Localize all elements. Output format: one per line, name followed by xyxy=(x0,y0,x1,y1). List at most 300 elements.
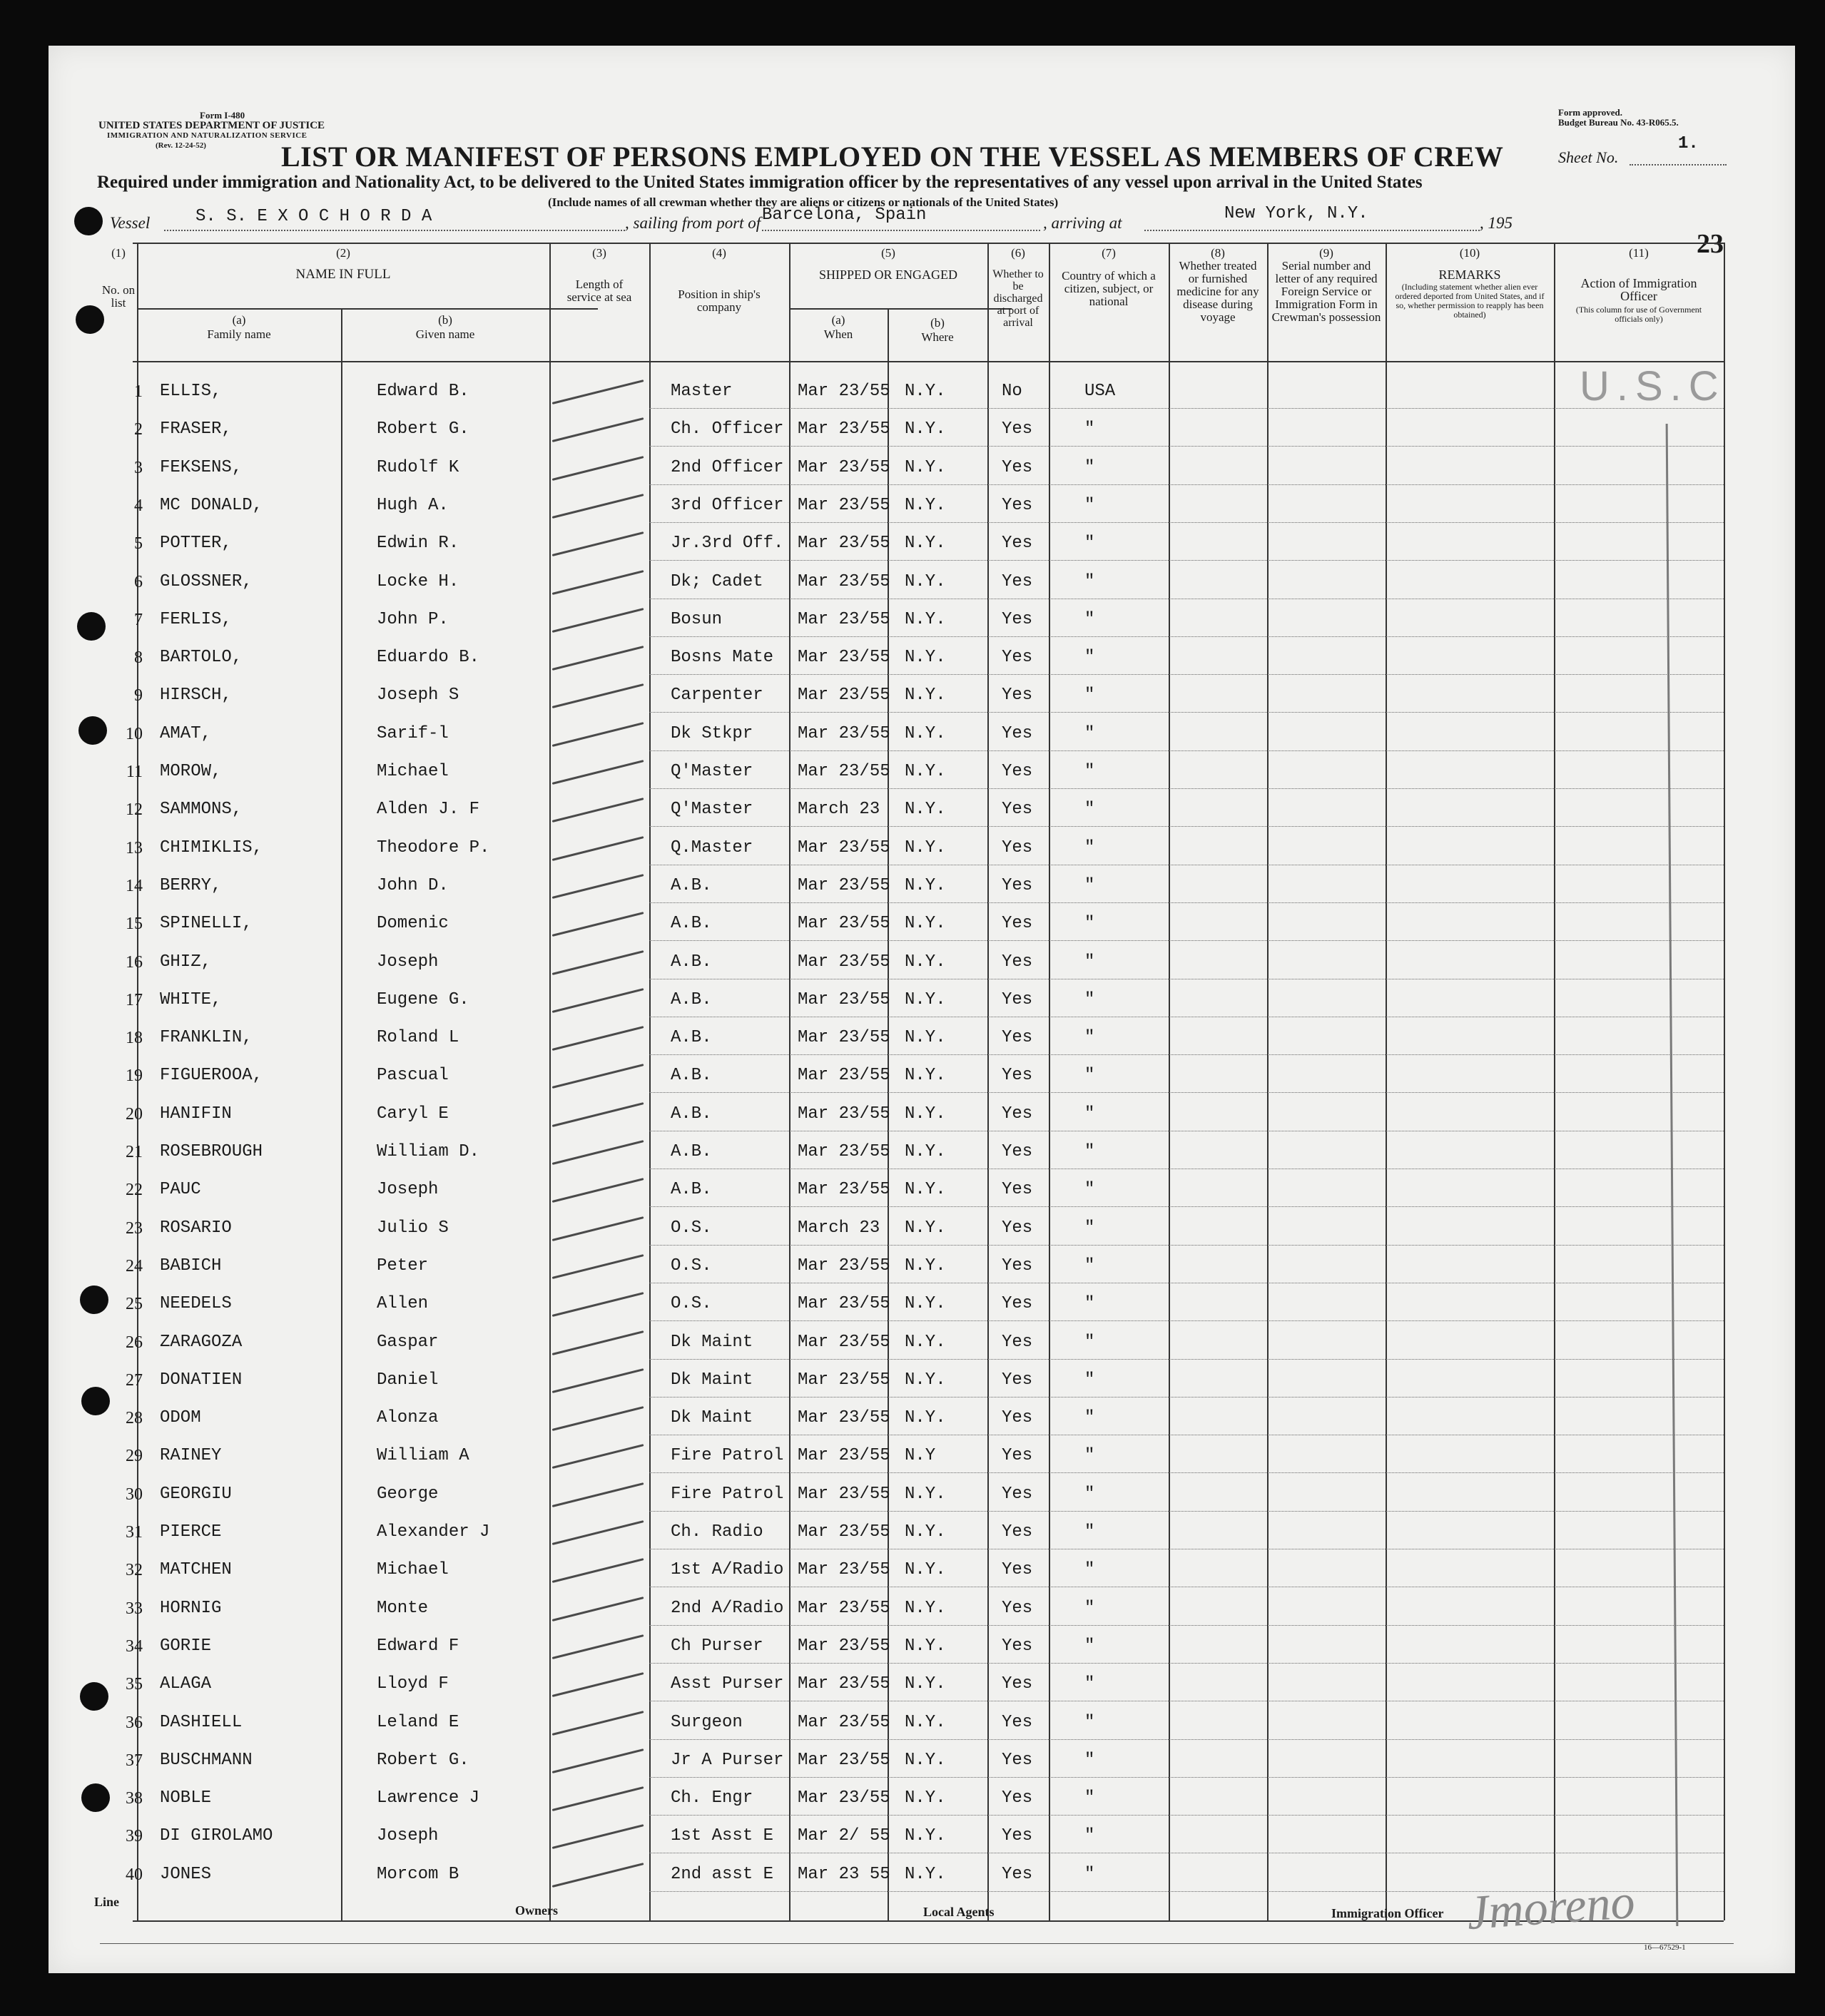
cell-country: " xyxy=(1084,914,1095,934)
cell-where: N.Y. xyxy=(905,1256,946,1276)
cell-family: BABICH xyxy=(160,1256,222,1276)
cell-family: DI GIROLAMO xyxy=(160,1826,273,1846)
cell-no: 2 xyxy=(134,420,143,439)
cell-given: Morcom B xyxy=(377,1864,459,1884)
cell-family: POTTER, xyxy=(160,534,232,554)
col5a-header: When xyxy=(823,327,853,341)
row-rule xyxy=(649,1511,1724,1512)
port-underline xyxy=(762,230,1040,231)
sheet-underline xyxy=(1630,164,1727,166)
cell-when: Mar 23/55 xyxy=(798,914,890,934)
col5b-label: (b) xyxy=(930,316,945,330)
cell-no: 31 xyxy=(126,1523,143,1542)
cell-family: FERLIS, xyxy=(160,609,232,629)
cell-when: Mar 23/55 xyxy=(798,1066,890,1086)
cell-no: 5 xyxy=(134,534,143,554)
vessel-underline xyxy=(164,230,625,231)
row-rule xyxy=(649,940,1724,941)
cell-given: Edward F xyxy=(377,1636,459,1656)
check-mark xyxy=(552,1368,644,1393)
cell-no: 7 xyxy=(134,610,143,629)
col-border xyxy=(549,243,551,1920)
cell-country: " xyxy=(1084,1598,1095,1618)
cell-family: WHITE, xyxy=(160,989,222,1009)
cell-no: 11 xyxy=(126,763,143,781)
cell-discharged: Yes xyxy=(1002,914,1033,934)
cell-no: 20 xyxy=(126,1104,143,1124)
cell-when: Mar 23/55 xyxy=(798,1522,890,1542)
subtitle: Required under immigration and Nationality Act, to be delivered to the United States immigration officer by the representatives of any vessel upon arrival in the United States xyxy=(97,173,1423,192)
cell-no: 24 xyxy=(126,1256,143,1276)
cell-no: 10 xyxy=(126,724,143,743)
cell-family: FIGUEROOA, xyxy=(160,1066,263,1086)
cell-discharged: Yes xyxy=(1002,800,1033,820)
check-mark xyxy=(552,1064,644,1089)
cell-no: 23 xyxy=(126,1218,143,1238)
row-rule xyxy=(649,484,1724,485)
cell-country: " xyxy=(1084,609,1095,629)
cell-position: Q'Master xyxy=(671,762,753,781)
cell-where: N.Y. xyxy=(905,419,946,439)
check-mark xyxy=(552,684,644,709)
cell-given: Daniel xyxy=(377,1370,439,1390)
cell-discharged: Yes xyxy=(1002,648,1033,668)
cell-no: 18 xyxy=(126,1029,143,1048)
col11-note: (This column for use of Government officials only) xyxy=(1575,305,1702,324)
cell-discharged: Yes xyxy=(1002,1826,1033,1846)
col-border xyxy=(341,308,342,1920)
col2-number: (2) xyxy=(336,246,350,260)
cell-discharged: Yes xyxy=(1002,1408,1033,1428)
row-rule xyxy=(649,1472,1724,1473)
cell-given: Locke H. xyxy=(377,571,459,591)
cell-when: Mar 23/55 xyxy=(798,495,890,515)
cell-country: " xyxy=(1084,457,1095,477)
cell-no: 30 xyxy=(126,1485,143,1504)
cell-discharged: Yes xyxy=(1002,838,1033,857)
cell-no: 21 xyxy=(126,1143,143,1161)
col1-number: (1) xyxy=(111,246,126,260)
cell-family: ZARAGOZA xyxy=(160,1332,243,1352)
sheet-label: Sheet No. xyxy=(1558,148,1619,166)
arrival-underline xyxy=(1144,230,1480,231)
row-rule xyxy=(649,826,1724,827)
footer-owners-label: Owners xyxy=(515,1903,558,1918)
check-mark xyxy=(552,1863,644,1888)
col7-header: Country of which a citizen, subject, or national xyxy=(1062,269,1156,308)
check-mark xyxy=(552,1330,644,1355)
cell-when: Mar 23/55 xyxy=(798,1560,890,1580)
col5a-label: (a) xyxy=(831,313,845,327)
cell-discharged: Yes xyxy=(1002,1332,1033,1352)
cell-when: Mar 23/55 xyxy=(798,382,890,401)
cell-country: " xyxy=(1084,648,1095,668)
service: IMMIGRATION AND NATURALIZATION SERVICE xyxy=(107,131,307,140)
col6-number: (6) xyxy=(1011,246,1025,260)
cell-when: Mar 23/55 xyxy=(798,648,890,668)
cell-where: N.Y. xyxy=(905,1294,946,1314)
col3-header: Length of service at sea xyxy=(566,278,632,304)
check-mark xyxy=(552,570,644,595)
col9-header: Serial number and letter of any required Foreign Service or Immigration Form in Crewman's possession xyxy=(1271,259,1381,324)
row-rule xyxy=(649,1663,1724,1664)
cell-family: MOROW, xyxy=(160,762,222,781)
row-rule xyxy=(649,1625,1724,1626)
cell-given: William A xyxy=(377,1446,469,1466)
check-mark xyxy=(552,1216,644,1241)
col5-header: SHIPPED OR ENGAGED xyxy=(818,268,957,282)
cell-when: Mar 23/55 xyxy=(798,1750,890,1770)
row-rule xyxy=(649,560,1724,561)
cell-when: Mar 23/55 xyxy=(798,1332,890,1352)
cell-discharged: Yes xyxy=(1002,1636,1033,1656)
name-subheader-rule xyxy=(137,308,598,310)
cell-where: N.Y. xyxy=(905,1788,946,1808)
officer-signature: Jmoreno xyxy=(1465,1873,1637,1940)
cell-no: 3 xyxy=(134,458,143,477)
col-border xyxy=(1724,243,1725,1920)
cell-discharged: Yes xyxy=(1002,1864,1033,1884)
cell-where: N.Y. xyxy=(905,495,946,515)
col11-header: Action of Immigration Officer xyxy=(1580,276,1697,303)
cell-where: N.Y. xyxy=(905,875,946,895)
cell-no: 26 xyxy=(126,1333,143,1352)
shipped-subheader-rule xyxy=(789,308,1012,310)
cell-country: " xyxy=(1084,419,1095,439)
check-mark xyxy=(552,1102,644,1127)
col7-number: (7) xyxy=(1102,246,1116,260)
cell-where: N.Y. xyxy=(905,838,946,857)
cell-position: 1st Asst E xyxy=(671,1826,774,1846)
col-border xyxy=(1049,243,1050,1920)
cell-country: " xyxy=(1084,952,1095,972)
row-rule xyxy=(649,446,1724,447)
cell-given: Michael xyxy=(377,1560,449,1580)
sailing-port: Barcelona, Spain xyxy=(762,205,927,225)
cell-country: " xyxy=(1084,1826,1095,1846)
cell-discharged: Yes xyxy=(1002,419,1033,439)
cell-given: Leland E xyxy=(377,1712,459,1732)
cell-family: ROSEBROUGH xyxy=(160,1142,263,1161)
cell-when: Mar 23/55 xyxy=(798,1674,890,1694)
cell-when: Mar 23/55 xyxy=(798,686,890,706)
cell-discharged: Yes xyxy=(1002,1256,1033,1276)
row-rule xyxy=(649,1397,1724,1398)
check-mark xyxy=(552,1026,644,1051)
cell-given: Julio S xyxy=(377,1218,449,1238)
row-rule xyxy=(649,1054,1724,1055)
cell-family: GORIE xyxy=(160,1636,212,1656)
cell-when: Mar 23/55 xyxy=(798,1370,890,1390)
cell-discharged: Yes xyxy=(1002,723,1033,743)
cell-country: " xyxy=(1084,686,1095,706)
page-title: LIST OR MANIFEST OF PERSONS EMPLOYED ON THE VESSEL AS MEMBERS OF CREW xyxy=(281,141,1504,173)
cell-discharged: Yes xyxy=(1002,1446,1033,1466)
footer-code: 16—67529-1 xyxy=(1644,1943,1686,1952)
cell-where: N.Y. xyxy=(905,571,946,591)
cell-position: A.B. xyxy=(671,1104,712,1124)
cell-when: Mar 23/55 xyxy=(798,952,890,972)
cell-where: N.Y. xyxy=(905,723,946,743)
cell-country: " xyxy=(1084,1218,1095,1238)
cell-family: HANIFIN xyxy=(160,1104,232,1124)
cell-family: JONES xyxy=(160,1864,212,1884)
cell-given: Roland L xyxy=(377,1028,459,1048)
cell-family: FRASER, xyxy=(160,419,232,439)
cell-where: N.Y. xyxy=(905,1522,946,1542)
col2a-label: (a) xyxy=(232,313,246,327)
check-mark xyxy=(552,798,644,823)
cell-where: N.Y. xyxy=(905,534,946,554)
cell-no: 15 xyxy=(126,915,143,934)
cell-where: N.Y. xyxy=(905,1484,946,1504)
row-rule xyxy=(649,1320,1724,1321)
cell-country: " xyxy=(1084,1332,1095,1352)
cell-discharged: Yes xyxy=(1002,571,1033,591)
cell-discharged: Yes xyxy=(1002,1484,1033,1504)
cell-given: Sarif-l xyxy=(377,723,449,743)
cell-where: N.Y. xyxy=(905,989,946,1009)
check-mark xyxy=(552,380,644,404)
cell-no: 13 xyxy=(126,838,143,857)
cell-country: " xyxy=(1084,1408,1095,1428)
cell-position: Dk Stkpr xyxy=(671,723,753,743)
cell-family: BARTOLO, xyxy=(160,648,243,668)
cell-discharged: Yes xyxy=(1002,1674,1033,1694)
cell-when: Mar 23/55 xyxy=(798,762,890,781)
cell-country: " xyxy=(1084,1674,1095,1694)
cell-no: 36 xyxy=(126,1713,143,1732)
cell-country: " xyxy=(1084,800,1095,820)
arriving-label: , arriving at xyxy=(1043,214,1122,232)
cell-no: 4 xyxy=(134,496,143,515)
cell-position: Q.Master xyxy=(671,838,753,857)
check-mark xyxy=(552,646,644,671)
form-approved: Form approved. xyxy=(1558,107,1623,118)
cell-where: N.Y. xyxy=(905,1560,946,1580)
check-mark xyxy=(552,1748,644,1773)
check-mark xyxy=(552,950,644,975)
cell-when: Mar 23/55 xyxy=(798,1256,890,1276)
cell-where: N.Y. xyxy=(905,1674,946,1694)
check-mark xyxy=(552,417,644,442)
cell-where: N.Y. xyxy=(905,457,946,477)
cell-given: John P. xyxy=(377,609,449,629)
cell-position: Dk; Cadet xyxy=(671,571,763,591)
check-mark xyxy=(552,760,644,785)
cell-where: N.Y. xyxy=(905,914,946,934)
cell-where: N.Y. xyxy=(905,686,946,706)
cell-position: Fire Patrol xyxy=(671,1446,784,1466)
cell-where: N.Y. xyxy=(905,1142,946,1161)
row-rule xyxy=(649,1777,1724,1778)
cell-discharged: Yes xyxy=(1002,609,1033,629)
cell-country: " xyxy=(1084,1294,1095,1314)
sailing-label: , sailing from port of xyxy=(625,214,761,232)
cell-discharged: Yes xyxy=(1002,457,1033,477)
col9-number: (9) xyxy=(1319,246,1333,260)
cell-given: Edward B. xyxy=(377,382,469,401)
check-mark xyxy=(552,1825,644,1850)
check-mark xyxy=(552,1292,644,1317)
include-note: (Include names of all crewman whether they are aliens or citizens or nationals of the United States) xyxy=(548,195,1059,209)
check-mark xyxy=(552,1634,644,1659)
cell-country: " xyxy=(1084,838,1095,857)
row-rule xyxy=(649,788,1724,789)
cell-discharged: Yes xyxy=(1002,952,1033,972)
cell-no: 38 xyxy=(126,1789,143,1808)
footer-rule xyxy=(100,1943,1734,1944)
cell-given: Alonza xyxy=(377,1408,439,1428)
cell-no: 12 xyxy=(126,800,143,820)
row-rule xyxy=(649,1092,1724,1093)
check-mark xyxy=(552,1140,644,1165)
cell-given: John D. xyxy=(377,875,449,895)
cell-no: 22 xyxy=(126,1181,143,1200)
cell-position: 2nd Officer xyxy=(671,457,784,477)
cell-no: 19 xyxy=(126,1066,143,1086)
cell-where: N.Y. xyxy=(905,1218,946,1238)
cell-discharged: Yes xyxy=(1002,1142,1033,1161)
punch-hole xyxy=(81,1783,110,1812)
cell-family: GLOSSNER, xyxy=(160,571,253,591)
cell-given: Edwin R. xyxy=(377,534,459,554)
cell-where: N.Y. xyxy=(905,1066,946,1086)
cell-when: March 23 xyxy=(798,800,880,820)
cell-when: March 23 xyxy=(798,1218,880,1238)
cell-when: Mar 23/55 xyxy=(798,723,890,743)
cell-position: A.B. xyxy=(671,1066,712,1086)
header-bottom-border xyxy=(133,361,1724,362)
cell-given: Joseph xyxy=(377,1180,439,1200)
col-border xyxy=(987,243,989,1920)
form-number: Form I-480 xyxy=(200,110,245,121)
cell-discharged: Yes xyxy=(1002,1028,1033,1048)
row-rule xyxy=(649,1206,1724,1207)
cell-given: Peter xyxy=(377,1256,429,1276)
cell-when: Mar 23/55 xyxy=(798,1142,890,1161)
col5-number: (5) xyxy=(881,246,895,260)
row-rule xyxy=(649,902,1724,903)
col8-header: Whether treated or furnished medicine for any disease during voyage xyxy=(1176,259,1259,324)
row-rule xyxy=(649,1739,1724,1740)
cell-where: N.Y. xyxy=(905,1370,946,1390)
cell-discharged: Yes xyxy=(1002,1104,1033,1124)
check-mark xyxy=(552,1445,644,1470)
cell-no: 29 xyxy=(126,1447,143,1466)
cell-given: Monte xyxy=(377,1598,429,1618)
cell-given: Eduardo B. xyxy=(377,648,480,668)
cell-position: A.B. xyxy=(671,914,712,934)
cell-no: 6 xyxy=(134,572,143,591)
cell-when: Mar 23/55 xyxy=(798,838,890,857)
cell-country: " xyxy=(1084,1180,1095,1200)
col-border xyxy=(789,243,791,1920)
col10-note: (Including statement whether alien ever ordered deported from United States, and if so, whether permission to reapply has been obtained) xyxy=(1395,282,1545,320)
footer-officer-label: Immigration Officer xyxy=(1331,1906,1444,1920)
cell-country: " xyxy=(1084,1522,1095,1542)
cell-when: Mar 23/55 xyxy=(798,1294,890,1314)
cell-family: GEORGIU xyxy=(160,1484,232,1504)
col1-header: No. on list xyxy=(101,283,136,310)
cell-family: FEKSENS, xyxy=(160,457,243,477)
cell-country: " xyxy=(1084,1484,1095,1504)
row-rule xyxy=(649,1245,1724,1246)
cell-country: " xyxy=(1084,571,1095,591)
punch-hole xyxy=(74,207,103,235)
cell-no: 14 xyxy=(126,876,143,895)
cell-family: GHIZ, xyxy=(160,952,212,972)
cell-country: " xyxy=(1084,1370,1095,1390)
col8-number: (8) xyxy=(1211,246,1225,260)
cell-when: Mar 23/55 xyxy=(798,457,890,477)
cell-family: SPINELLI, xyxy=(160,914,253,934)
cell-when: Mar 23/55 xyxy=(798,571,890,591)
cell-position: Master xyxy=(671,382,733,401)
cell-position: 3rd Officer xyxy=(671,495,784,515)
cell-family: SAMMONS, xyxy=(160,800,243,820)
check-mark xyxy=(552,608,644,633)
cell-country: " xyxy=(1084,1256,1095,1276)
row-rule xyxy=(649,408,1724,409)
cell-family: ODOM xyxy=(160,1408,201,1428)
cell-position: A.B. xyxy=(671,989,712,1009)
cell-given: Pascual xyxy=(377,1066,449,1086)
check-mark xyxy=(552,912,644,937)
cell-when: Mar 23/55 xyxy=(798,419,890,439)
col-border xyxy=(1386,243,1387,1920)
cell-family: ALAGA xyxy=(160,1674,212,1694)
check-mark xyxy=(552,456,644,481)
cell-no: 37 xyxy=(126,1751,143,1770)
check-mark xyxy=(552,1672,644,1697)
cell-given: Joseph S xyxy=(377,686,459,706)
cell-position: Jr.3rd Off. xyxy=(671,534,784,554)
check-mark xyxy=(552,1254,644,1279)
cell-position: Dk Maint xyxy=(671,1370,753,1390)
footer-agents-label: Local Agents xyxy=(923,1905,995,1919)
col11-number: (11) xyxy=(1629,246,1649,260)
cell-when: Mar 23/55 xyxy=(798,609,890,629)
cell-no: 28 xyxy=(126,1409,143,1428)
cell-where: N.Y. xyxy=(905,1864,946,1884)
check-mark xyxy=(552,836,644,861)
manifest-sheet xyxy=(49,46,1795,1973)
cell-discharged: Yes xyxy=(1002,1560,1033,1580)
col2a-header: Family name xyxy=(207,327,271,341)
cell-when: Mar 23/55 xyxy=(798,875,890,895)
cell-where: N.Y xyxy=(905,1446,936,1466)
cell-when: Mar 23/55 xyxy=(798,1028,890,1048)
check-mark xyxy=(552,1178,644,1203)
cell-given: Gaspar xyxy=(377,1332,439,1352)
cell-given: Allen xyxy=(377,1294,429,1314)
cell-no: 35 xyxy=(126,1675,143,1694)
cell-where: N.Y. xyxy=(905,1332,946,1352)
cell-given: Caryl E xyxy=(377,1104,449,1124)
cell-no: 33 xyxy=(126,1599,143,1618)
cell-discharged: Yes xyxy=(1002,1066,1033,1086)
cell-country: " xyxy=(1084,1104,1095,1124)
check-mark xyxy=(552,1597,644,1622)
revision: (Rev. 12-24-52) xyxy=(156,141,206,150)
cell-given: Robert G. xyxy=(377,419,469,439)
col2b-header: Given name xyxy=(415,327,475,341)
cell-given: William D. xyxy=(377,1142,480,1161)
cell-discharged: Yes xyxy=(1002,1712,1033,1732)
cell-where: N.Y. xyxy=(905,800,946,820)
cell-discharged: Yes xyxy=(1002,1598,1033,1618)
